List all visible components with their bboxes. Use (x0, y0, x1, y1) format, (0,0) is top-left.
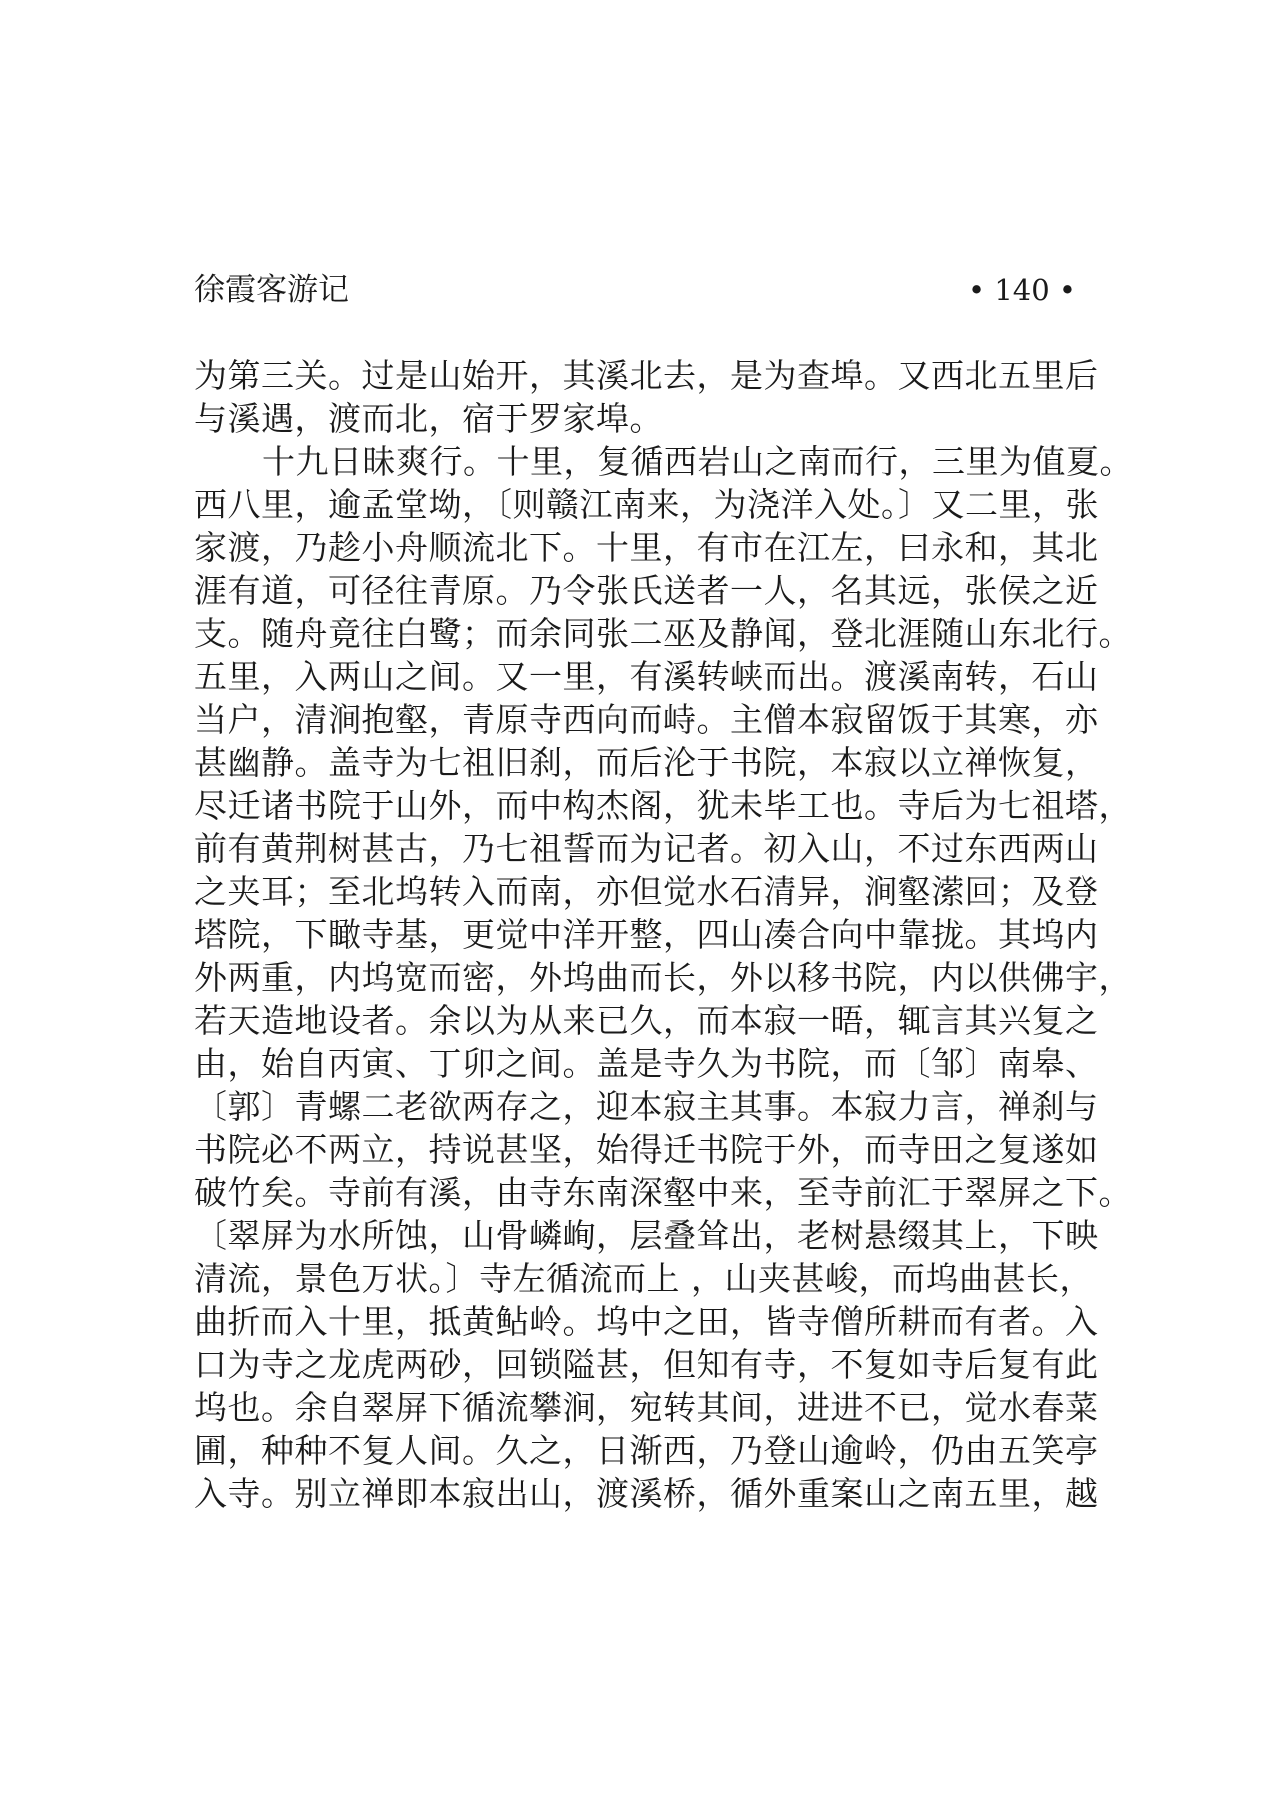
body-text (194, 354, 1133, 1515)
page-number: • 140 • (968, 273, 1076, 307)
text-line: 〔翠屏为水所蚀，山骨嶙峋，层叠耸出，老树悬缀其上，下映 (194, 1216, 1099, 1255)
page-header (194, 268, 1076, 312)
text-line: 由，始自丙寅、丁卯之间。盖是寺久为书院，而〔邹〕南皋、 (194, 1044, 1099, 1083)
text-line: 入寺。别立禅即本寂出山，渡溪桥，循外重案山之南五里，越 (194, 1474, 1099, 1513)
book-title: 徐霞客游记 (194, 272, 349, 308)
text-line: 支。随舟竟往白鹭；而余同张二巫及静闻，登北涯随山东北行。 (194, 614, 1132, 653)
text-line: 尽迁诸书院于山外，而中构杰阁，犹未毕工也。寺后为七祖塔， (194, 786, 1132, 825)
text-line: 五里，入两山之间。又一里，有溪转峡而出。渡溪南转，石山 (194, 657, 1099, 696)
text-line: 〔郭〕青螺二老欲两存之，迎本寂主其事。本寂力言，禅刹与 (194, 1087, 1099, 1126)
text-line: 圃，种种不复人间。久之，日渐西，乃登山逾岭，仍由五笑亭 (194, 1431, 1099, 1470)
text-line: 为第三关。过是山始开，其溪北去，是为查埠。又西北五里后 (194, 356, 1099, 395)
text-line: 之夹耳；至北坞转入而南，亦但觉水石清异，涧壑潆回；及登 (194, 872, 1099, 911)
text-line: 塔院，下瞰寺基，更觉中洋开整，四山凑合向中靠拢。其坞内 (194, 915, 1099, 954)
text-line: 西八里，逾孟堂坳，〔则赣江南来，为浇洋入处。〕又二里，张 (194, 485, 1099, 524)
text-line: 曲折而入十里，抵黄鲇岭。坞中之田，皆寺僧所耕而有者。入 (194, 1302, 1099, 1341)
text-line: 甚幽静。盖寺为七祖旧刹，而后沦于书院，本寂以立禅恢复， (194, 743, 1099, 782)
text-line: 当户，清涧抱壑，青原寺西向而峙。主僧本寂留饭于其寒，亦 (194, 700, 1099, 739)
text-line: 涯有道，可径往青原。乃令张氏送者一人，名其远，张侯之近 (194, 571, 1099, 610)
text-line: 口为寺之龙虎两砂，回锁隘甚，但知有寺，不复如寺后复有此 (194, 1345, 1099, 1384)
text-line: 清流，景色万状。〕寺左循流而上 ，山夹甚峻，而坞曲甚长， (194, 1259, 1093, 1298)
text-line: 前有黄荆树甚古，乃七祖誓而为记者。初入山，不过东西两山 (194, 829, 1099, 868)
text-line: 破竹矣。寺前有溪，由寺东南深壑中来，至寺前汇于翠屏之下。 (194, 1173, 1132, 1212)
text-line: 与溪遇，渡而北，宿于罗家埠。 (194, 399, 663, 438)
text-line: 坞也。余自翠屏下循流攀涧，宛转其间，进进不已，觉水春菜 (194, 1388, 1099, 1427)
text-line-paragraph-start: 十九日昧爽行。十里，复循西岩山之南而行，三里为值夏。 (262, 442, 1133, 481)
text-line: 若天造地设者。余以为从来已久，而本寂一晤，辄言其兴复之 (194, 1001, 1099, 1040)
text-line: 书院必不两立，持说甚坚，始得迁书院于外，而寺田之复遂如 (194, 1130, 1099, 1169)
text-line: 家渡，乃趁小舟顺流北下。十里，有市在江左，曰永和，其北 (194, 528, 1099, 567)
text-line: 外两重，内坞宽而密，外坞曲而长，外以移书院，内以供佛宇， (194, 958, 1132, 997)
